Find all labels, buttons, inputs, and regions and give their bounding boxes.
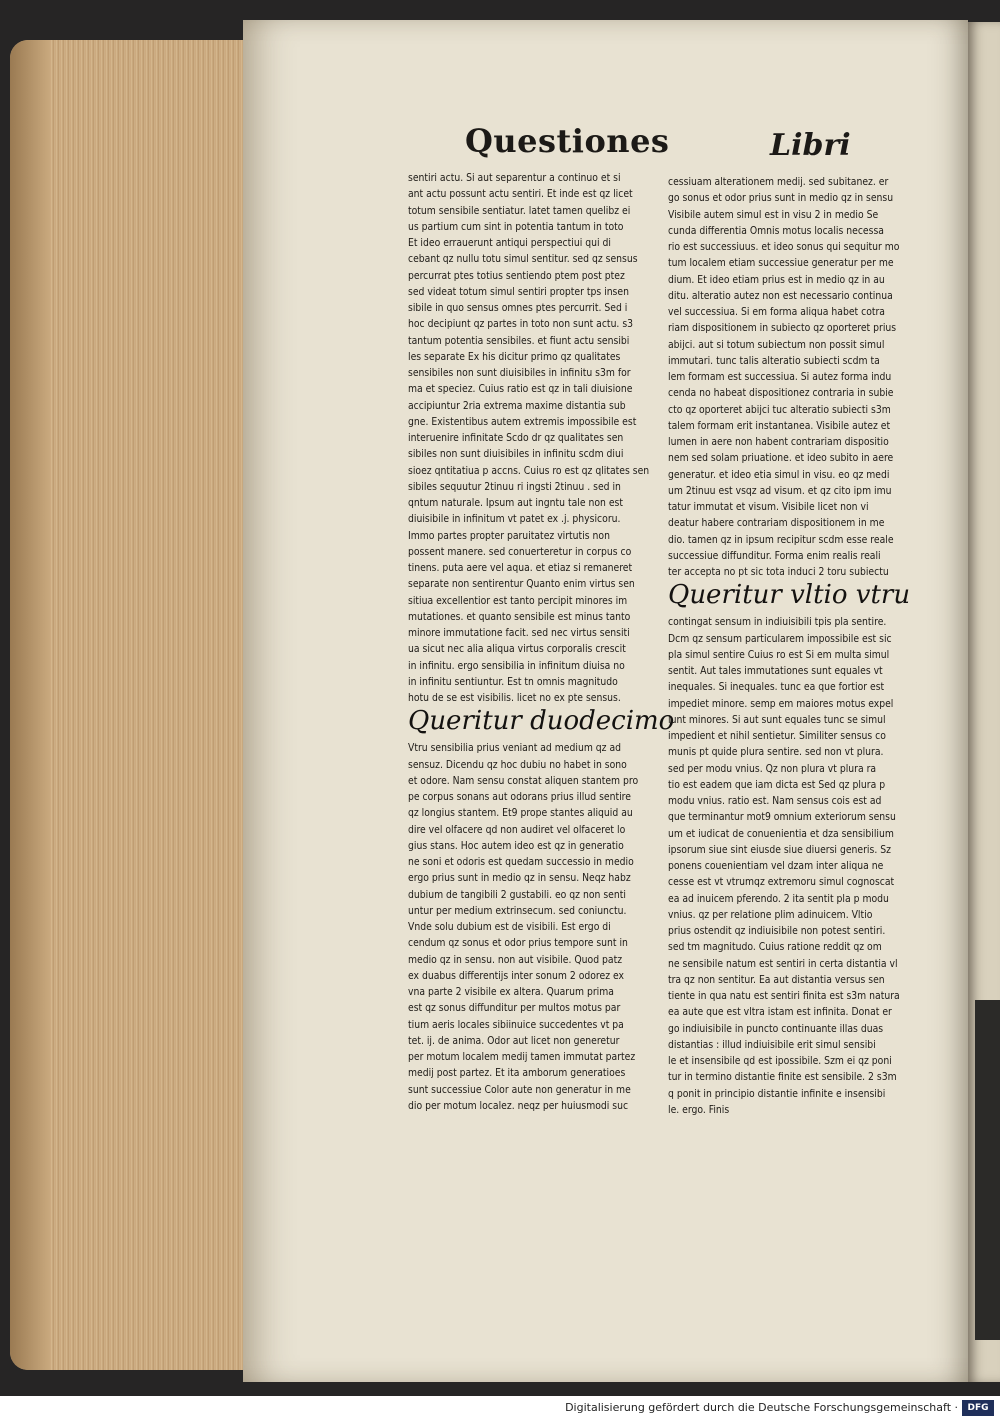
text-line: tet. ij. de anima. Odor aut licet non generetur [408, 1034, 620, 1047]
text-line: dium. Et ideo etiam prius est in medio qz in au [668, 273, 885, 286]
text-line: sentit. Aut tales immutationes sunt equales vt [668, 665, 883, 677]
text-line: cebant qz nullu totu simul sentitur. sed qz sensus [408, 253, 638, 266]
text-line: sensibiles non sunt diuisibiles in infinitu s3m for [408, 367, 631, 379]
text-line: tio est eadem que iam dicta est Sed qz plura p [668, 778, 886, 791]
text-line: medio qz in sensu. non aut visibile. Quod patz [408, 953, 623, 966]
text-line: ea aute que est vltra istam est infinita. Donat er [668, 1006, 892, 1019]
text-line: lem formam est successiua. Si autez forma indu [668, 371, 892, 383]
text-line: tum localem etiam successiue generatur per me [668, 257, 894, 270]
text-line: mutationes. et quanto sensibile est minus tanto [408, 610, 631, 623]
right-column-text-block-2 [668, 614, 924, 1118]
text-line: impedient et nihil sentietur. Similiter sensus co [668, 730, 886, 742]
text-line: le et insensibile qd est ipossibile. Szm ei qz poni [668, 1055, 892, 1067]
text-line: interuenire infinitate Scdo dr qz qualitates sen [408, 432, 624, 444]
text-line: ditu. alteratio autez non est necessario continua [668, 289, 893, 302]
text-line: ponens couenientiam vel dzam inter aliqua ne [668, 860, 884, 872]
text-line: tatur immutat et visum. Visibile licet non vi [668, 501, 869, 513]
text-line: rio est successiuus. et ideo sonus qui sequitur mo [668, 241, 900, 253]
text-line: que terminantur mot9 omnium exteriorum sensu [668, 811, 896, 824]
book-page-edges [10, 40, 250, 1370]
text-line: diuisibile in infinitum vt patet ex .j. physicoru. [408, 513, 621, 526]
dark-background-strip [975, 1000, 1000, 1340]
text-line: ma et speciez. Cuius ratio est qz in tali diuisione [408, 383, 633, 396]
text-line: prius ostendit qz indiuisibile non potest sentiri. [668, 925, 886, 937]
text-line: cto qz oporteret abijci tuc alteratio subiecti s3m [668, 403, 891, 416]
text-line: ne sensibile natum est sentiri in certa distantia vl [668, 957, 898, 970]
text-line: riam dispositionem in subiecto qz oporteret prius [668, 322, 897, 335]
text-line: medij post partez. Et ita amborum generatioes [408, 1067, 626, 1080]
section-heading-duodecimo: Queritur duodecimo [408, 706, 675, 737]
text-line: gne. Existentibus autem extremis impossibile est [408, 415, 637, 428]
text-line: lumen in aere non habent contrariam dispositio [668, 436, 889, 448]
text-line: in infinitu sentiuntur. Est tn omnis magnitudo [408, 675, 618, 688]
text-line: qntum naturale. Ipsum aut ingntu tale non est [408, 497, 623, 509]
text-line: totum sensibile sentiatur. latet tamen quelibz ei [408, 204, 631, 217]
text-line: sentiri actu. Si aut separentur a continuo et si [408, 172, 621, 184]
text-line: modu vnius. ratio est. Nam sensus cois est ad [668, 795, 882, 807]
text-line: les separate Ex his dicitur primo qz qualitates [408, 350, 621, 363]
text-line: sitiua excellentior est tanto percipit minores im [408, 594, 628, 607]
text-line: generatur. et ideo etia simul in visu. eo qz medi [668, 468, 890, 481]
text-line: cessiuam alterationem medij. sed subitanez. er [668, 176, 889, 188]
text-line: pe corpus sonans aut odorans prius illud sentire [408, 791, 631, 803]
text-line: tinens. puta aere vel aqua. et etiaz si remaneret [408, 562, 633, 574]
text-line: dio. tamen qz in ipsum recipitur scdm esse reale [668, 533, 894, 546]
text-line: cenda no habeat dispositionez contraria in subie [668, 387, 894, 400]
text-line: tur in termino distantie finite est sensibile. 2 s3m [668, 1071, 897, 1084]
text-line: sed per modu vnius. Qz non plura vt plura ra [668, 762, 877, 775]
text-line: vel successiua. Si em forma aliqua habet cotra [668, 306, 885, 318]
right-column-text-block-1 [668, 174, 924, 580]
text-line: ua sicut nec alia aliqua virtus corporalis crescit [408, 643, 626, 656]
text-line: lunt minores. Si aut sunt equales tunc se simul [668, 713, 886, 726]
text-line: immutari. tunc talis alteratio subiecti scdm ta [668, 354, 880, 367]
text-line: go sonus et odor prius sunt in medio qz in sensu [668, 192, 894, 205]
text-line: sibile in quo sensus omnes ptes percurrit. Sed i [408, 302, 628, 314]
text-line: vna parte 2 visibile ex altera. Quarum prima [408, 986, 614, 998]
text-line: sioez qntitatiua p accns. Cuius ro est qz qlitates sen [408, 464, 650, 477]
funding-notice: Digitalisierung gefördert durch die Deutsche Forschungsgemeinschaft · [565, 1401, 958, 1414]
text-line: sed tm magnitudo. Cuius ratione reddit qz om [668, 941, 882, 954]
text-line: vnius. qz per relatione plim adinuicem. Vltio [668, 908, 873, 921]
text-line: Visibile autem simul est in visu 2 in medio Se [668, 208, 879, 221]
text-line: ergo prius sunt in medio qz in sensu. Neqz habz [408, 872, 631, 885]
text-line: cesse est vt vtrumqz extremoru simul cognoscat [668, 876, 895, 889]
text-line: dio per motum localez. neqz per huiusmodi suc [408, 1099, 629, 1112]
text-line: per motum localem medij tamen immutat partez [408, 1051, 636, 1063]
text-line: hotu de se est visibilis. licet no ex pte sensus. [408, 692, 621, 704]
section-heading-vltio: Queritur vltio vtru [668, 580, 911, 611]
text-line: impediet minore. semp em maiores motus expel [668, 697, 894, 710]
text-line: deatur habere contrariam dispositionem in me [668, 517, 885, 530]
text-line: nem sed solam priuatione. et ideo subito in aere [668, 452, 894, 465]
text-line: q ponit in principio distantie infinite e insensibi [668, 1087, 886, 1100]
text-line: munis pt quide plura sentire. sed non vt plura. [668, 746, 884, 759]
text-line: go indiuisibile in puncto continuante illas duas [668, 1022, 884, 1035]
text-line: sibiles sequutur 2tinuu ri ingsti 2tinuu . sed in [408, 480, 621, 493]
text-line: distantias : illud indiuisibile erit simul sensibi [668, 1038, 876, 1051]
text-line: minore immutatione facit. sed nec virtus sensiti [408, 627, 630, 639]
text-line: ipsorum siue sint eiusde siue diuersi generis. Sz [668, 843, 891, 856]
text-line: ne soni et odoris est quedam successio in medio [408, 856, 634, 868]
text-line: dire vel olfacere qd non audiret vel olfaceret lo [408, 823, 626, 836]
text-line: inequales. Si inequales. tunc ea que fortior est [668, 681, 885, 694]
text-line: contingat sensum in indiuisibili tpis pla sentire. [668, 616, 887, 629]
text-line: sensuz. Dicendu qz hoc dubiu no habet in sono [408, 758, 627, 771]
text-line: possent manere. sed conuerteretur in corpus co [408, 545, 632, 558]
text-line: abijci. aut si totum subiectum non possit simul [668, 338, 885, 351]
left-column-text-block-2 [408, 740, 660, 1114]
text-line: ant actu possunt actu sentiri. Et inde est qz licet [408, 188, 633, 201]
text-line: in infinitu. ergo sensibilia in infinitum diuisa no [408, 659, 625, 672]
text-line: sibiles non sunt diuisibiles in infinitu scdm diui [408, 448, 624, 461]
text-line: hoc decipiunt qz partes in toto non sunt actu. s3 [408, 318, 634, 331]
text-line: Et ideo errauerunt antiqui perspectiui qui di [408, 237, 611, 249]
text-line: tium aeris locales sibiinuice succedentes vt pa [408, 1018, 624, 1031]
text-line: sed videat totum simul sentiri propter tps insen [408, 285, 629, 298]
text-line: us partium cum sint in potentia tantum in toto [408, 220, 624, 233]
text-line: tra qz non sentitur. Ea aut distantia versus sen [668, 973, 885, 986]
text-line: successiue diffunditur. Forma enim realis reali [668, 549, 881, 562]
text-line: qz longius stantem. Et9 prope stantes aliquid au [408, 807, 633, 820]
text-line: accipiuntur 2ria extrema maxime distantia sub [408, 399, 626, 412]
text-line: Dcm qz sensum particularem impossibile est sic [668, 632, 892, 645]
text-column-left [408, 170, 675, 1114]
text-line: est qz sonus diffunditur per multos motus par [408, 1002, 621, 1015]
text-line: ex duabus differentijs inter sonum 2 odorez ex [408, 969, 624, 982]
text-line: Vnde solu dubium est de visibili. Est ergo di [408, 921, 611, 933]
digitization-footer [0, 1396, 1000, 1421]
text-line: percurrat ptes totius sentiendo ptem post ptez [408, 269, 625, 282]
text-line: sunt successiue Color aute non generatur in me [408, 1083, 631, 1096]
text-line: pla simul sentire Cuius ro est Si em multa simul [668, 648, 890, 661]
running-header-left: Questiones [465, 122, 670, 160]
text-line: Vtru sensibilia prius veniant ad medium qz ad [408, 742, 622, 755]
running-header-right: Libri [770, 128, 851, 163]
text-line: um et iudicat de conuenientia et dza sensibilium [668, 827, 894, 840]
text-line: tiente in qua natu est sentiri finita est s3m natura [668, 990, 900, 1002]
text-line: Immo partes propter paruitatez virtutis non [408, 529, 610, 542]
text-column-right [668, 174, 924, 1118]
text-line: et odore. Nam sensu constat aliquen stantem pro [408, 774, 639, 787]
text-line: dubium de tangibili 2 gustabili. eo qz non senti [408, 888, 626, 901]
text-line: tantum potentia sensibiles. et fiunt actu sensibi [408, 334, 630, 347]
dfg-logo: DFG [962, 1400, 994, 1416]
text-line: um 2tinuu est vsqz ad visum. et qz cito ipm imu [668, 484, 892, 497]
text-line: separate non sentirentur Quanto enim virtus sen [408, 578, 635, 591]
left-column-text-block-1 [408, 170, 660, 706]
text-line: cunda differentia Omnis motus localis necessa [668, 224, 884, 237]
text-line: ter accepta no pt sic tota induci 2 toru subiectu [668, 566, 889, 578]
text-line: ea ad inuicem pferendo. 2 ita sentit pla p modu [668, 892, 889, 905]
text-line: le. ergo. Finis [668, 1103, 730, 1116]
text-line: untur per medium extrinsecum. sed coniunctu. [408, 904, 627, 917]
text-line: talem formam erit instantanea. Visibile autez et [668, 419, 891, 432]
text-line: cendum qz sonus et odor prius tempore sunt in [408, 937, 628, 950]
text-line: gius stans. Hoc autem ideo est qz in generatio [408, 839, 624, 852]
